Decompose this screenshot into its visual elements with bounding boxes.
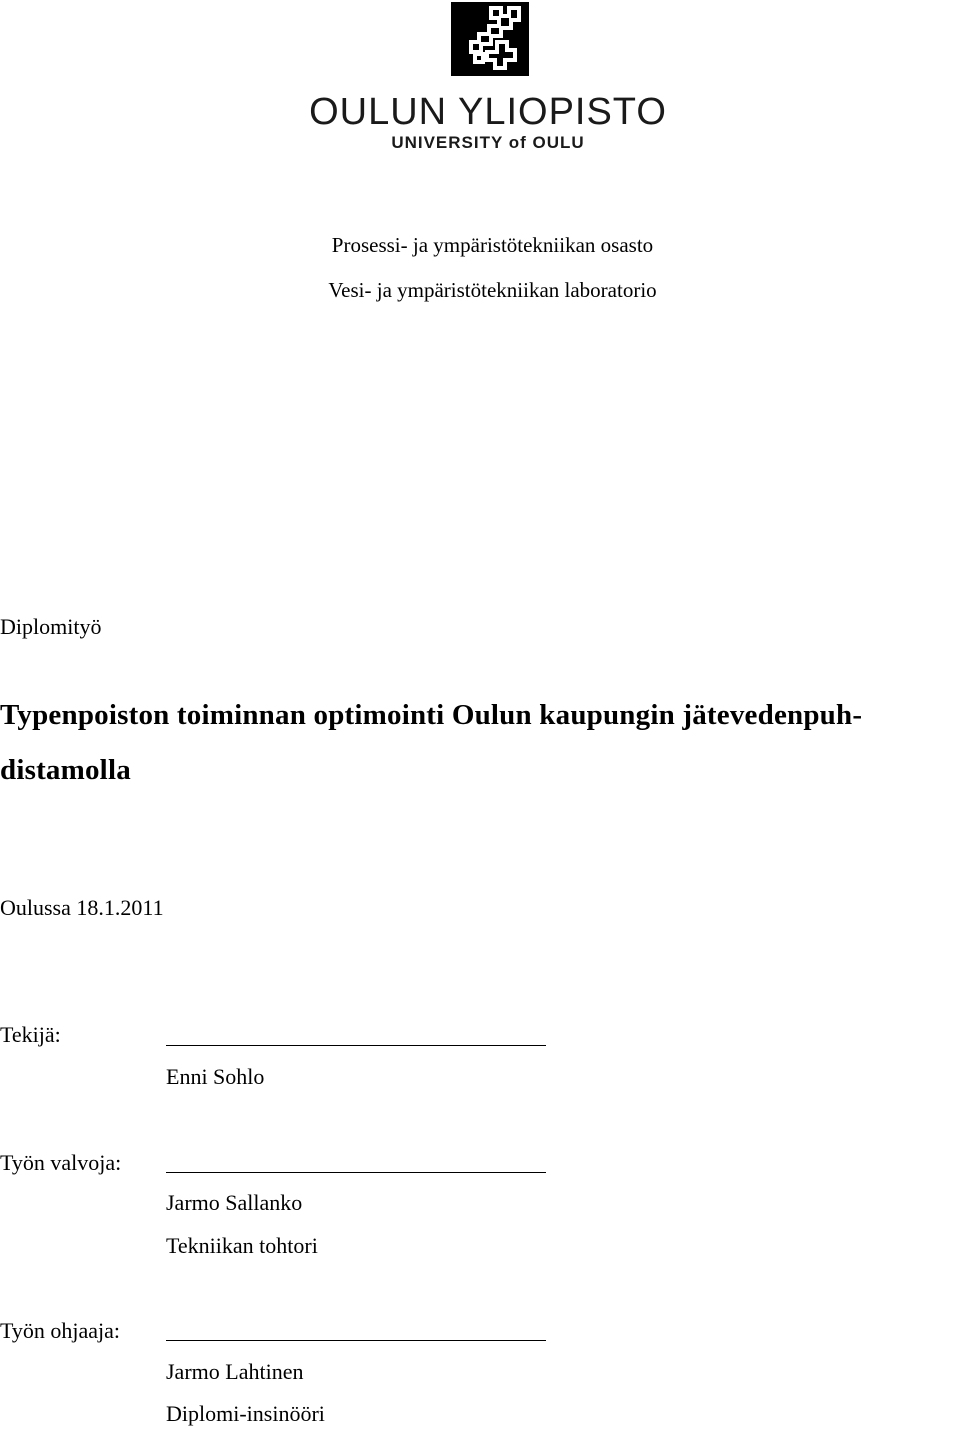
author-name: Enni Sohlo: [166, 1064, 265, 1089]
document-type: Diplomityö: [0, 614, 102, 639]
university-logo-mark-icon: [451, 2, 529, 76]
logo-subtitle: UNIVERSITY of OULU: [391, 133, 585, 152]
instructor-signature-line: [166, 1340, 546, 1341]
logo-wordmark: OULUN YLIOPISTO: [309, 91, 667, 133]
thesis-title-line-1: Typenpoiston toiminnan optimointi Oulun kaupungin jätevedenpuh-: [0, 699, 863, 731]
instructor-label: Työn ohjaaja:: [0, 1318, 121, 1343]
instructor-title: Diplomi-insinööri: [166, 1401, 325, 1426]
instructor-name: Jarmo Lahtinen: [166, 1359, 304, 1384]
supervisor-name: Jarmo Sallanko: [166, 1190, 303, 1215]
department-line-1: Prosessi- ja ympäristötekniikan osasto: [331, 233, 654, 257]
department-line-2: Vesi- ja ympäristötekniikan laboratorio: [328, 278, 657, 302]
supervisor-label: Työn valvoja:: [0, 1150, 122, 1175]
date-line: Oulussa 18.1.2011: [0, 895, 164, 920]
thesis-title-line-2: distamolla: [0, 754, 131, 786]
author-signature-line: [166, 1045, 546, 1046]
supervisor-title: Tekniikan tohtori: [166, 1233, 318, 1258]
supervisor-signature-line: [166, 1172, 546, 1173]
author-label: Tekijä:: [0, 1022, 61, 1047]
